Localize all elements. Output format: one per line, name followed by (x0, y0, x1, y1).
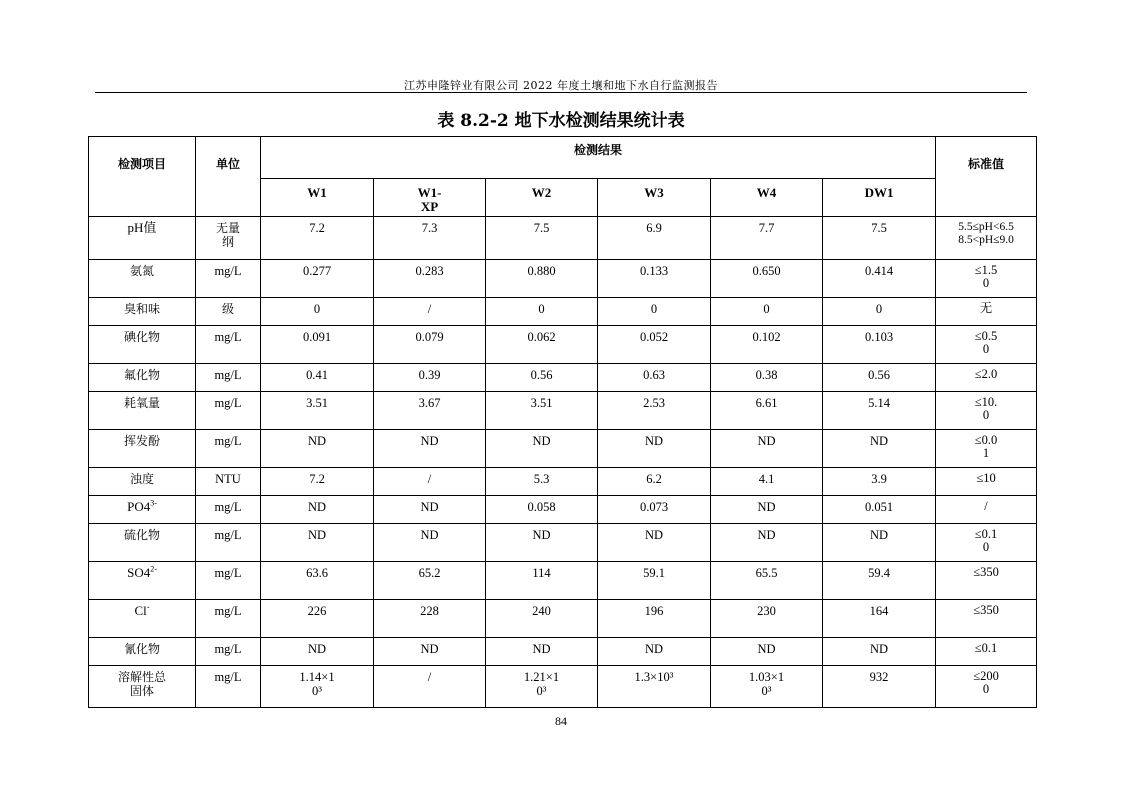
cell-value (486, 562, 598, 600)
value-text: 114 (532, 566, 551, 580)
cell-value (823, 364, 936, 392)
item-label: 臭和味 (123, 302, 160, 316)
cell-unit (196, 600, 261, 638)
standard-text: 无 (979, 301, 993, 315)
results-table (88, 136, 1037, 708)
value-text: ND (869, 642, 889, 656)
cell-value (261, 430, 374, 468)
cell-value (486, 600, 598, 638)
value-text: 7.7 (758, 221, 775, 235)
table-row (89, 638, 1037, 666)
cell-standard (936, 638, 1037, 666)
table-row (89, 260, 1037, 298)
cell-value (486, 392, 598, 430)
value-text: 1.3×10³ (634, 670, 674, 684)
item-label: 溶解性总固体 (117, 670, 166, 698)
value-text: ND (307, 434, 327, 448)
table-row (89, 600, 1037, 638)
cell-item (89, 496, 196, 524)
value-text: 0 (650, 302, 658, 316)
cell-value (823, 298, 936, 326)
value-text: 7.5 (871, 221, 887, 235)
value-text: 0.133 (639, 264, 669, 278)
cell-value (261, 496, 374, 524)
cell-value (711, 468, 823, 496)
header-results (261, 137, 936, 179)
cell-value (486, 468, 598, 496)
cell-unit (196, 430, 261, 468)
cell-value (486, 364, 598, 392)
header-results-label: 检测结果 (574, 143, 623, 157)
item-label: pH值 (127, 220, 157, 235)
item-label: 氟化物 (123, 368, 160, 382)
value-text: 932 (869, 670, 889, 684)
value-text: ND (307, 642, 327, 656)
value-text: ND (869, 434, 889, 448)
cell-value (711, 260, 823, 298)
cell-value (374, 524, 486, 562)
cell-standard (936, 260, 1037, 298)
cell-standard (936, 392, 1037, 430)
value-text: ND (532, 434, 551, 448)
cell-value (261, 260, 374, 298)
cell-value (711, 524, 823, 562)
value-text: 3.9 (871, 472, 887, 486)
cell-value (598, 600, 711, 638)
cell-value (261, 326, 374, 364)
standard-text: ≤0.01 (974, 433, 998, 460)
cell-value (486, 298, 598, 326)
cell-value (261, 600, 374, 638)
unit-label: mg/L (214, 500, 242, 514)
cell-value (374, 638, 486, 666)
value-text: 0.880 (527, 264, 556, 278)
value-text: 5.3 (533, 472, 550, 486)
header-site: W1 (261, 179, 374, 217)
cell-value (711, 217, 823, 260)
cell-unit (196, 468, 261, 496)
cell-item (89, 666, 196, 708)
value-text: ND (757, 642, 776, 656)
cell-value (374, 496, 486, 524)
cell-standard (936, 298, 1037, 326)
value-text: ND (757, 434, 776, 448)
cell-standard (936, 430, 1037, 468)
cell-value (486, 496, 598, 524)
item-label: 硫化物 (123, 528, 160, 542)
cell-standard (936, 666, 1037, 708)
value-text: 7.2 (309, 472, 325, 486)
value-text: 6.9 (646, 221, 662, 235)
cell-value (823, 666, 936, 708)
cell-standard (936, 364, 1037, 392)
cell-value (598, 496, 711, 524)
unit-label: mg/L (214, 670, 242, 684)
cell-value (711, 600, 823, 638)
value-text: 0 (538, 302, 545, 316)
unit-label: mg/L (214, 642, 242, 656)
table-row (89, 430, 1037, 468)
cell-unit (196, 364, 261, 392)
value-text: 0 (313, 302, 321, 316)
cell-value (598, 260, 711, 298)
cell-standard (936, 326, 1037, 364)
value-text: 0.073 (639, 500, 669, 514)
unit-label: NTU (215, 472, 241, 486)
value-text: 0 (763, 302, 770, 316)
cell-value (711, 638, 823, 666)
cell-standard (936, 600, 1037, 638)
table-row (89, 562, 1037, 600)
cell-value (261, 666, 374, 708)
value-text: 0.277 (302, 264, 332, 278)
cell-value (598, 562, 711, 600)
item-label: SO4 (127, 565, 151, 580)
cell-unit (196, 326, 261, 364)
value-text: ND (644, 642, 664, 656)
value-text: 1.14×10³ (299, 670, 335, 698)
cell-value (486, 260, 598, 298)
table-row (89, 468, 1037, 496)
cell-unit (196, 524, 261, 562)
value-text: / (427, 302, 432, 316)
cell-value (711, 364, 823, 392)
item-label: 碘化物 (123, 330, 160, 344)
value-text: 164 (869, 604, 889, 618)
standard-text: / (984, 499, 988, 513)
unit-label: 级 (221, 302, 234, 316)
cell-unit (196, 638, 261, 666)
unit-label: mg/L (214, 604, 242, 618)
item-label: 挥发酚 (123, 434, 160, 448)
cell-value (823, 562, 936, 600)
table-row (89, 364, 1037, 392)
item-superscript: - (146, 602, 150, 612)
cell-item (89, 468, 196, 496)
cell-item (89, 392, 196, 430)
cell-value (823, 638, 936, 666)
cell-value (261, 392, 374, 430)
cell-value (598, 468, 711, 496)
cell-standard (936, 496, 1037, 524)
standard-text: ≤2000 (973, 669, 999, 696)
table-row (89, 496, 1037, 524)
value-text: / (427, 670, 432, 684)
value-text: ND (532, 642, 551, 656)
cell-value (598, 666, 711, 708)
value-text: 0.56 (868, 368, 890, 382)
cell-value (261, 524, 374, 562)
table-row (89, 217, 1037, 260)
cell-item (89, 524, 196, 562)
item-label: PO4 (127, 499, 151, 514)
value-text: ND (420, 500, 439, 514)
cell-value (374, 364, 486, 392)
cell-unit (196, 496, 261, 524)
cell-value (711, 298, 823, 326)
cell-item (89, 638, 196, 666)
cell-unit (196, 260, 261, 298)
unit-label: mg/L (214, 264, 242, 278)
value-text: 0.079 (415, 330, 444, 344)
standard-text: ≤350 (973, 565, 999, 579)
header-site (374, 179, 486, 217)
value-text: 6.61 (755, 396, 778, 410)
value-text: 1.03×10³ (748, 670, 785, 698)
cell-value (374, 468, 486, 496)
cell-value (598, 298, 711, 326)
value-text: 0 (875, 302, 883, 316)
cell-value (486, 524, 598, 562)
table-row (89, 666, 1037, 708)
value-text: 63.6 (306, 566, 328, 580)
cell-item (89, 326, 196, 364)
header-site: DW1 (823, 179, 936, 217)
value-text: 7.2 (309, 221, 325, 235)
header-divider (95, 92, 1027, 93)
value-text: 0.058 (527, 500, 556, 514)
standard-text: ≤350 (973, 603, 999, 617)
cell-value (823, 260, 936, 298)
header-unit: 单位 (196, 137, 261, 217)
value-text: ND (532, 528, 551, 542)
value-text: 0.39 (418, 368, 441, 382)
header-site: W3 (598, 179, 711, 217)
cell-value (598, 217, 711, 260)
value-text: ND (644, 528, 664, 542)
cell-value (374, 666, 486, 708)
value-text: ND (420, 528, 439, 542)
value-text: 0.103 (864, 330, 894, 344)
value-text: 2.53 (643, 396, 665, 410)
cell-value (486, 326, 598, 364)
cell-value (598, 326, 711, 364)
value-text: 3.51 (530, 396, 553, 410)
value-text: 59.1 (643, 566, 665, 580)
value-text: 196 (644, 604, 664, 618)
cell-standard (936, 468, 1037, 496)
cell-value (823, 496, 936, 524)
cell-value (711, 392, 823, 430)
cell-value (486, 430, 598, 468)
page-number: 84 (555, 714, 567, 728)
item-superscript: 2- (150, 564, 157, 574)
value-text: 65.2 (418, 566, 441, 580)
standard-text: ≤0.50 (974, 329, 998, 356)
cell-unit (196, 298, 261, 326)
value-text: 0.062 (527, 330, 556, 344)
value-text: 0.63 (643, 368, 665, 382)
cell-item (89, 430, 196, 468)
cell-value (261, 638, 374, 666)
cell-value (598, 430, 711, 468)
item-label: 浊度 (129, 472, 154, 486)
table-row (89, 524, 1037, 562)
cell-item (89, 260, 196, 298)
item-label: 耗氧量 (123, 396, 160, 410)
cell-value (374, 600, 486, 638)
value-text: 7.5 (533, 221, 550, 235)
table-row (89, 298, 1037, 326)
cell-value (598, 638, 711, 666)
table-row (89, 392, 1037, 430)
value-text: 0.650 (752, 264, 781, 278)
value-text: 0.052 (639, 330, 669, 344)
cell-value (261, 217, 374, 260)
header-site: W4 (711, 179, 823, 217)
value-text: ND (420, 642, 439, 656)
unit-label: mg/L (214, 330, 242, 344)
cell-item (89, 364, 196, 392)
cell-unit (196, 666, 261, 708)
cell-value (823, 524, 936, 562)
cell-value (598, 392, 711, 430)
cell-value (823, 392, 936, 430)
unit-label: mg/L (214, 368, 242, 382)
value-text: 65.5 (755, 566, 778, 580)
standard-text: ≤10.0 (974, 395, 998, 422)
cell-value (374, 326, 486, 364)
standard-text: 5.5≤pH<6.5 8.5<pH≤9.0 (958, 221, 1014, 246)
standard-text: ≤10 (976, 471, 996, 485)
cell-value (711, 562, 823, 600)
value-text: 0.091 (302, 330, 332, 344)
header-standard: 标准值 (936, 137, 1037, 217)
value-text: 0.414 (864, 264, 894, 278)
cell-value (261, 298, 374, 326)
unit-label: mg/L (214, 434, 242, 448)
header-site-label: W1-XP (417, 185, 442, 214)
cell-value (486, 638, 598, 666)
value-text: ND (307, 500, 327, 514)
cell-value (711, 666, 823, 708)
cell-value (598, 524, 711, 562)
unit-label: mg/L (214, 396, 242, 410)
value-text: 4.1 (758, 472, 775, 486)
cell-value (374, 430, 486, 468)
cell-value (711, 326, 823, 364)
standard-text: ≤1.50 (974, 263, 998, 290)
standard-text: ≤2.0 (974, 367, 998, 381)
cell-value (711, 430, 823, 468)
value-text: 0.56 (530, 368, 553, 382)
item-superscript: 3- (150, 498, 157, 508)
cell-unit (196, 392, 261, 430)
header-site: W2 (486, 179, 598, 217)
cell-value (374, 392, 486, 430)
cell-value (823, 600, 936, 638)
table-title: 表 8.2-2 地下水检测结果统计表 (437, 111, 685, 131)
value-text: 240 (532, 604, 551, 618)
cell-value (261, 562, 374, 600)
item-label: 氰化物 (123, 642, 160, 656)
value-text: ND (757, 500, 776, 514)
item-label: Cl (134, 603, 147, 618)
value-text: 0.051 (864, 500, 894, 514)
value-text: 3.67 (418, 396, 441, 410)
value-text: 5.14 (868, 396, 890, 410)
cell-value (374, 260, 486, 298)
cell-unit (196, 562, 261, 600)
value-text: ND (307, 528, 327, 542)
item-label: 氨氮 (129, 264, 154, 278)
cell-value (261, 364, 374, 392)
standard-text: ≤0.1 (974, 641, 998, 655)
cell-value (486, 666, 598, 708)
value-text: 228 (420, 604, 439, 618)
header-item: 检测项目 (89, 137, 196, 217)
cell-value (486, 217, 598, 260)
standard-text: ≤0.10 (974, 527, 998, 554)
value-text: ND (757, 528, 776, 542)
value-text: 7.3 (421, 221, 438, 235)
value-text: ND (869, 528, 889, 542)
cell-value (374, 217, 486, 260)
value-text: 1.21×10³ (523, 670, 560, 698)
cell-standard (936, 217, 1037, 260)
report-header: 江苏申隆锌业有限公司 2022 年度土壤和地下水自行监测报告 (404, 79, 718, 92)
table-row (89, 326, 1037, 364)
value-text: 59.4 (868, 566, 890, 580)
value-text: 0.41 (306, 368, 328, 382)
cell-value (823, 430, 936, 468)
cell-value (598, 364, 711, 392)
value-text: 226 (307, 604, 327, 618)
unit-label: 无量纲 (215, 221, 240, 249)
value-text: / (427, 472, 432, 486)
unit-label: mg/L (214, 528, 242, 542)
cell-value (823, 326, 936, 364)
cell-value (261, 468, 374, 496)
cell-standard (936, 524, 1037, 562)
value-text: 0.102 (752, 330, 781, 344)
cell-unit (196, 217, 261, 260)
cell-value (374, 562, 486, 600)
value-text: 3.51 (306, 396, 328, 410)
cell-item (89, 562, 196, 600)
cell-standard (936, 562, 1037, 600)
unit-label: mg/L (214, 566, 242, 580)
value-text: 0.38 (755, 368, 778, 382)
cell-value (374, 298, 486, 326)
cell-value (711, 496, 823, 524)
value-text: ND (644, 434, 664, 448)
value-text: 6.2 (646, 472, 662, 486)
cell-value (823, 468, 936, 496)
cell-value (823, 217, 936, 260)
cell-item (89, 298, 196, 326)
value-text: 230 (757, 604, 776, 618)
cell-item (89, 600, 196, 638)
value-text: ND (420, 434, 439, 448)
cell-item (89, 217, 196, 260)
value-text: 0.283 (415, 264, 444, 278)
